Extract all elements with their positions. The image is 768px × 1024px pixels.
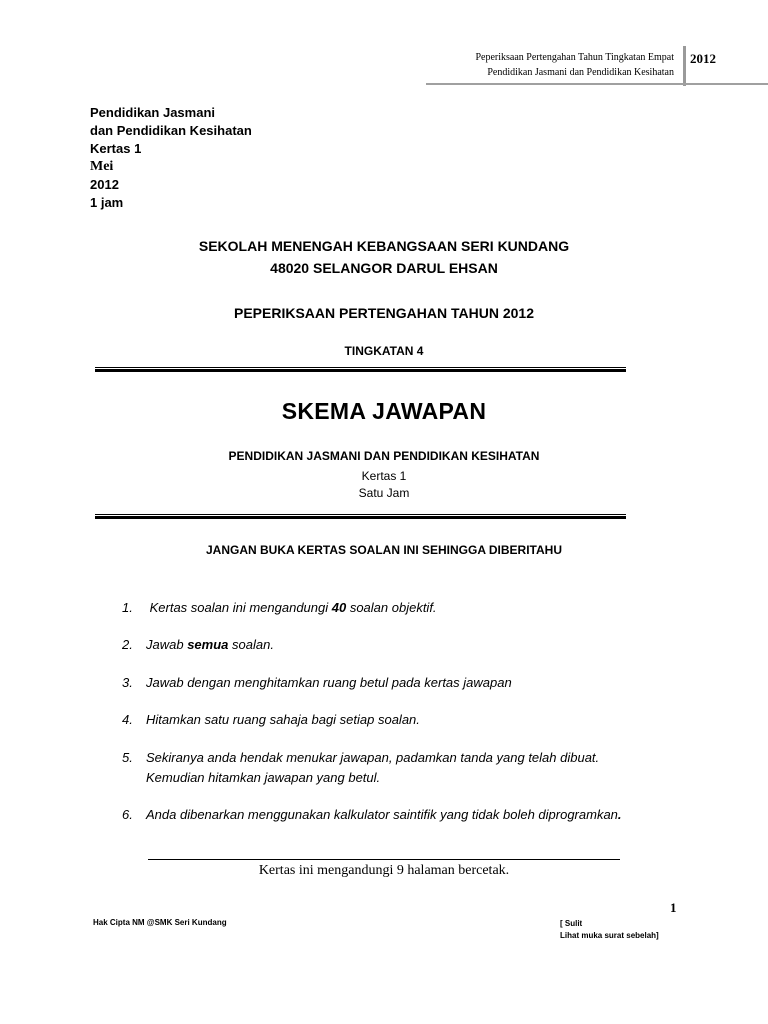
main-title: SKEMA JAWAPAN xyxy=(281,398,487,424)
warning-notice: JANGAN BUKA KERTAS SOALAN INI SEHINGGA DIBERITAHU xyxy=(205,543,562,557)
exam-year: 2012 xyxy=(90,177,119,192)
instruction-number: 1. xyxy=(122,600,133,615)
instruction-text: Anda dibenarkan menggunakan kalkulator saintifik yang tidak boleh diprogramkan xyxy=(146,807,618,822)
top-double-rule xyxy=(95,367,626,372)
instruction-5 xyxy=(122,748,599,788)
instruction-bold: . xyxy=(617,807,622,822)
instruction-text: Sekiranya anda hendak menukar jawapan, padamkan tanda yang telah dibuat. xyxy=(146,750,600,765)
instruction-1 xyxy=(122,598,437,618)
subject-paper: Kertas 1 xyxy=(361,469,407,483)
instruction-bold: 40 xyxy=(331,600,347,615)
header-divider xyxy=(683,46,686,86)
instruction-6 xyxy=(122,805,622,825)
school-address: 48020 SELANGOR DARUL EHSAN xyxy=(270,260,498,276)
instruction-3 xyxy=(122,673,512,693)
instruction-text: Jawab xyxy=(146,637,188,652)
instruction-text-line2: Kemudian hitamkan jawapan yang betul. xyxy=(146,770,381,785)
exam-title: PEPERIKSAAN PERTENGAHAN TAHUN 2012 xyxy=(233,305,534,321)
instruction-bold: semua xyxy=(187,637,229,652)
school-name: SEKOLAH MENENGAH KEBANGSAAN SERI KUNDANG xyxy=(198,238,570,254)
instruction-number: 3. xyxy=(122,675,133,690)
copyright-notice: Hak Cipta NM @SMK Seri Kundang xyxy=(93,918,227,927)
instruction-number: 2. xyxy=(122,637,133,652)
page-number: 1 xyxy=(670,900,677,915)
pages-note: Kertas ini mengandungi 9 halaman bercetak. xyxy=(258,863,510,878)
sulit-notice xyxy=(560,918,659,942)
subject-line2: dan Pendidikan Kesihatan xyxy=(90,123,252,138)
subject-duration: Satu Jam xyxy=(358,486,410,500)
instruction-2 xyxy=(122,635,274,655)
header-year: 2012 xyxy=(690,51,716,66)
header-rule xyxy=(426,83,768,85)
exam-month: Mei xyxy=(90,159,114,174)
instruction-number: 6. xyxy=(122,807,133,822)
sulit-label: [ Sulit xyxy=(560,919,583,928)
header-subject: Pendidikan Jasmani dan Pendidikan Kesihatan xyxy=(487,67,674,78)
instruction-text: soalan. xyxy=(228,637,274,652)
header-exam-name: Peperiksaan Pertengahan Tahun Tingkatan Empat xyxy=(475,52,674,63)
instruction-number: 5. xyxy=(122,750,133,765)
footer-rule xyxy=(148,859,620,860)
instruction-text: Kertas soalan ini mengandungi xyxy=(146,600,332,615)
form-level: TINGKATAN 4 xyxy=(344,344,424,358)
exam-duration: 1 jam xyxy=(90,195,124,210)
subject-line1: Pendidikan Jasmani xyxy=(90,105,215,120)
paper-info xyxy=(90,104,252,212)
paper-number: Kertas 1 xyxy=(90,141,142,156)
next-page-note: Lihat muka surat sebelah] xyxy=(560,931,659,940)
instruction-text: soalan objektif. xyxy=(346,600,437,615)
bottom-double-rule xyxy=(95,514,626,519)
instruction-4 xyxy=(122,710,420,730)
instruction-text: Jawab dengan menghitamkan ruang betul pada kertas jawapan xyxy=(146,675,512,690)
instruction-number: 4. xyxy=(122,712,133,727)
instruction-text: Hitamkan satu ruang sahaja bagi setiap soalan. xyxy=(146,712,420,727)
subject-title: PENDIDIKAN JASMANI DAN PENDIDIKAN KESIHATAN xyxy=(228,449,540,463)
